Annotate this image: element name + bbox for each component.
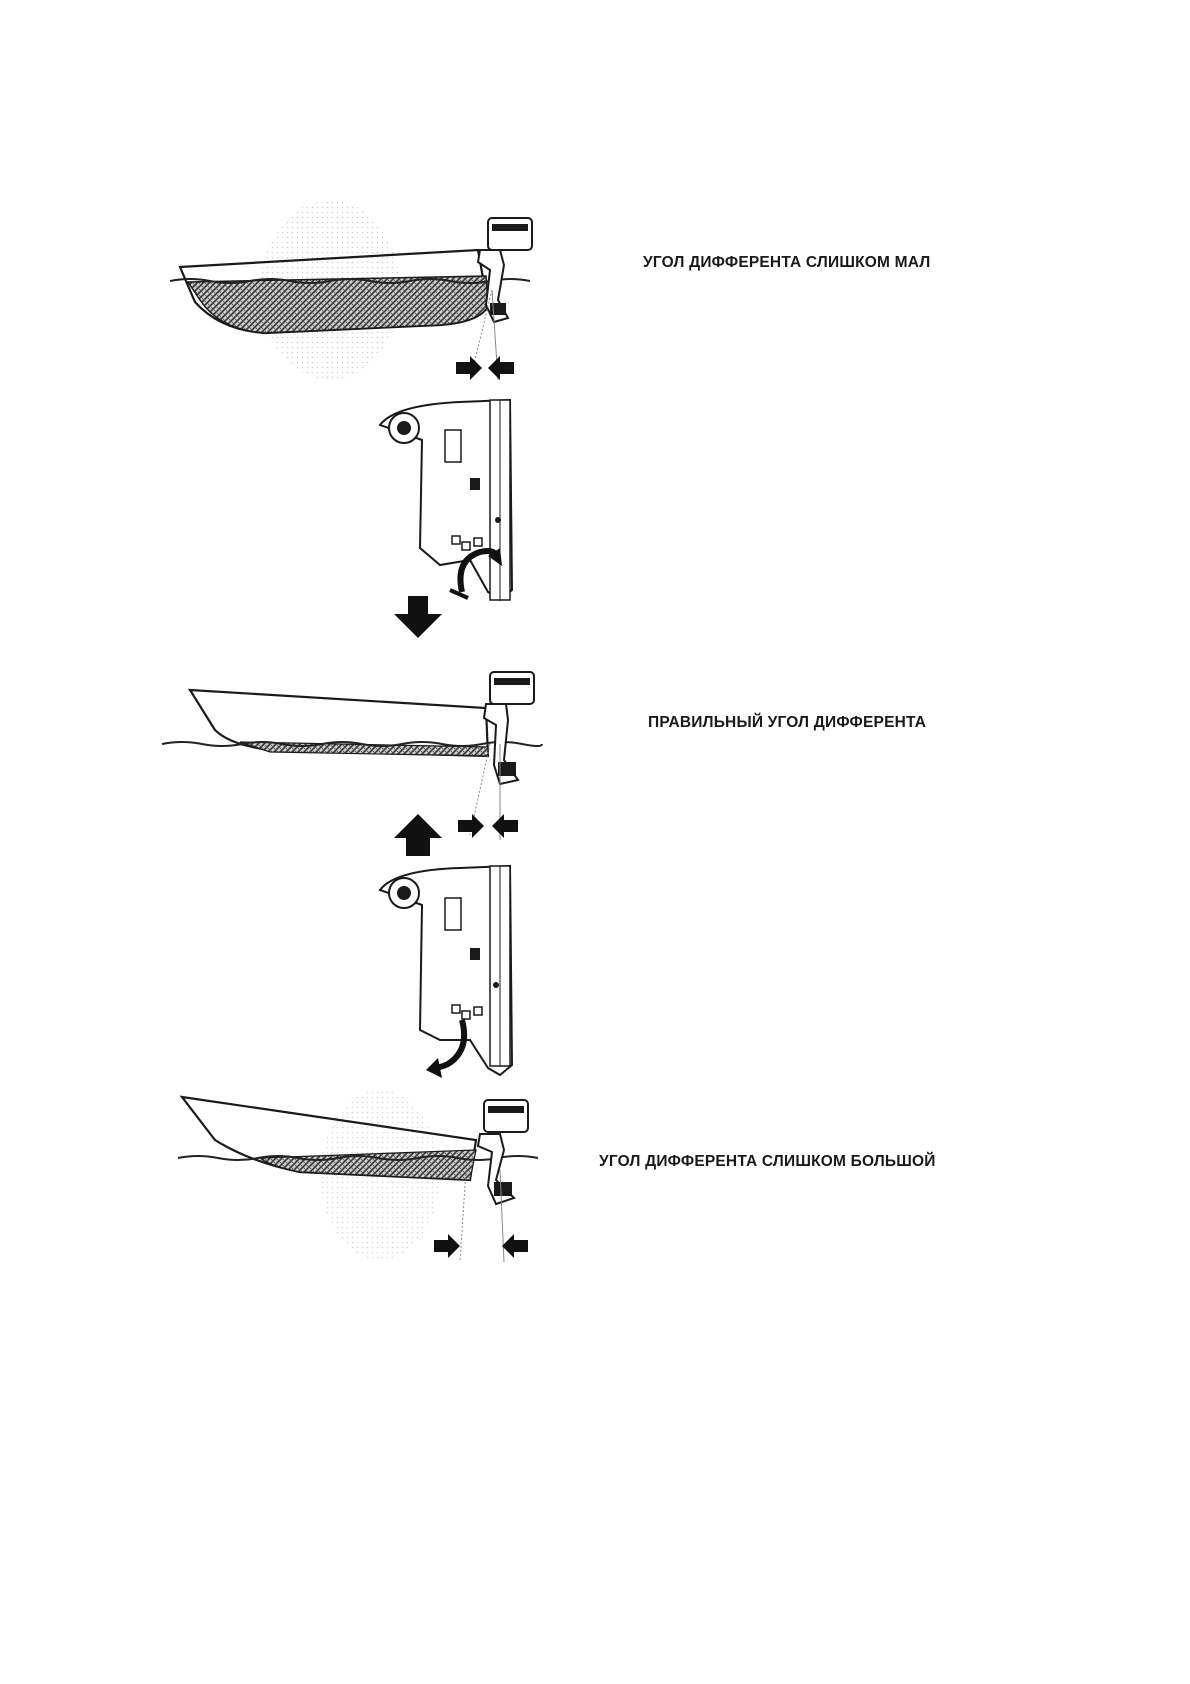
- tilt-pin-down-illustration: [380, 400, 512, 600]
- angle-arrow-icon: [502, 1234, 528, 1258]
- angle-arrow-icon: [488, 356, 514, 380]
- caption-too-small: УГОЛ ДИФФЕРЕНТА СЛИШКОМ МАЛ: [643, 254, 931, 271]
- outboard-motor: [478, 1100, 528, 1204]
- angle-arrow-icon: [458, 814, 484, 838]
- angle-arrow-icon: [492, 814, 518, 838]
- hull-submerged: [260, 1150, 476, 1180]
- caption-too-large: УГОЛ ДИФФЕРЕНТА СЛИШКОМ БОЛЬШОЙ: [599, 1153, 936, 1170]
- outboard-motor: [478, 218, 532, 322]
- angle-arrow-icon: [456, 356, 482, 380]
- angle-arrow-icon: [434, 1234, 460, 1258]
- arrow-up-icon: [394, 814, 442, 856]
- boat-trim-correct-illustration: [162, 672, 542, 840]
- caption-correct: ПРАВИЛЬНЫЙ УГОЛ ДИФФЕРЕНТА: [648, 714, 927, 731]
- boat-trim-too-small-illustration: [170, 200, 532, 380]
- arrow-down-icon: [394, 596, 442, 638]
- hull-submerged: [188, 276, 488, 333]
- tilt-pin-up-illustration: [380, 866, 512, 1078]
- boat-trim-too-large-illustration: [178, 1090, 538, 1262]
- outboard-motor: [484, 672, 534, 784]
